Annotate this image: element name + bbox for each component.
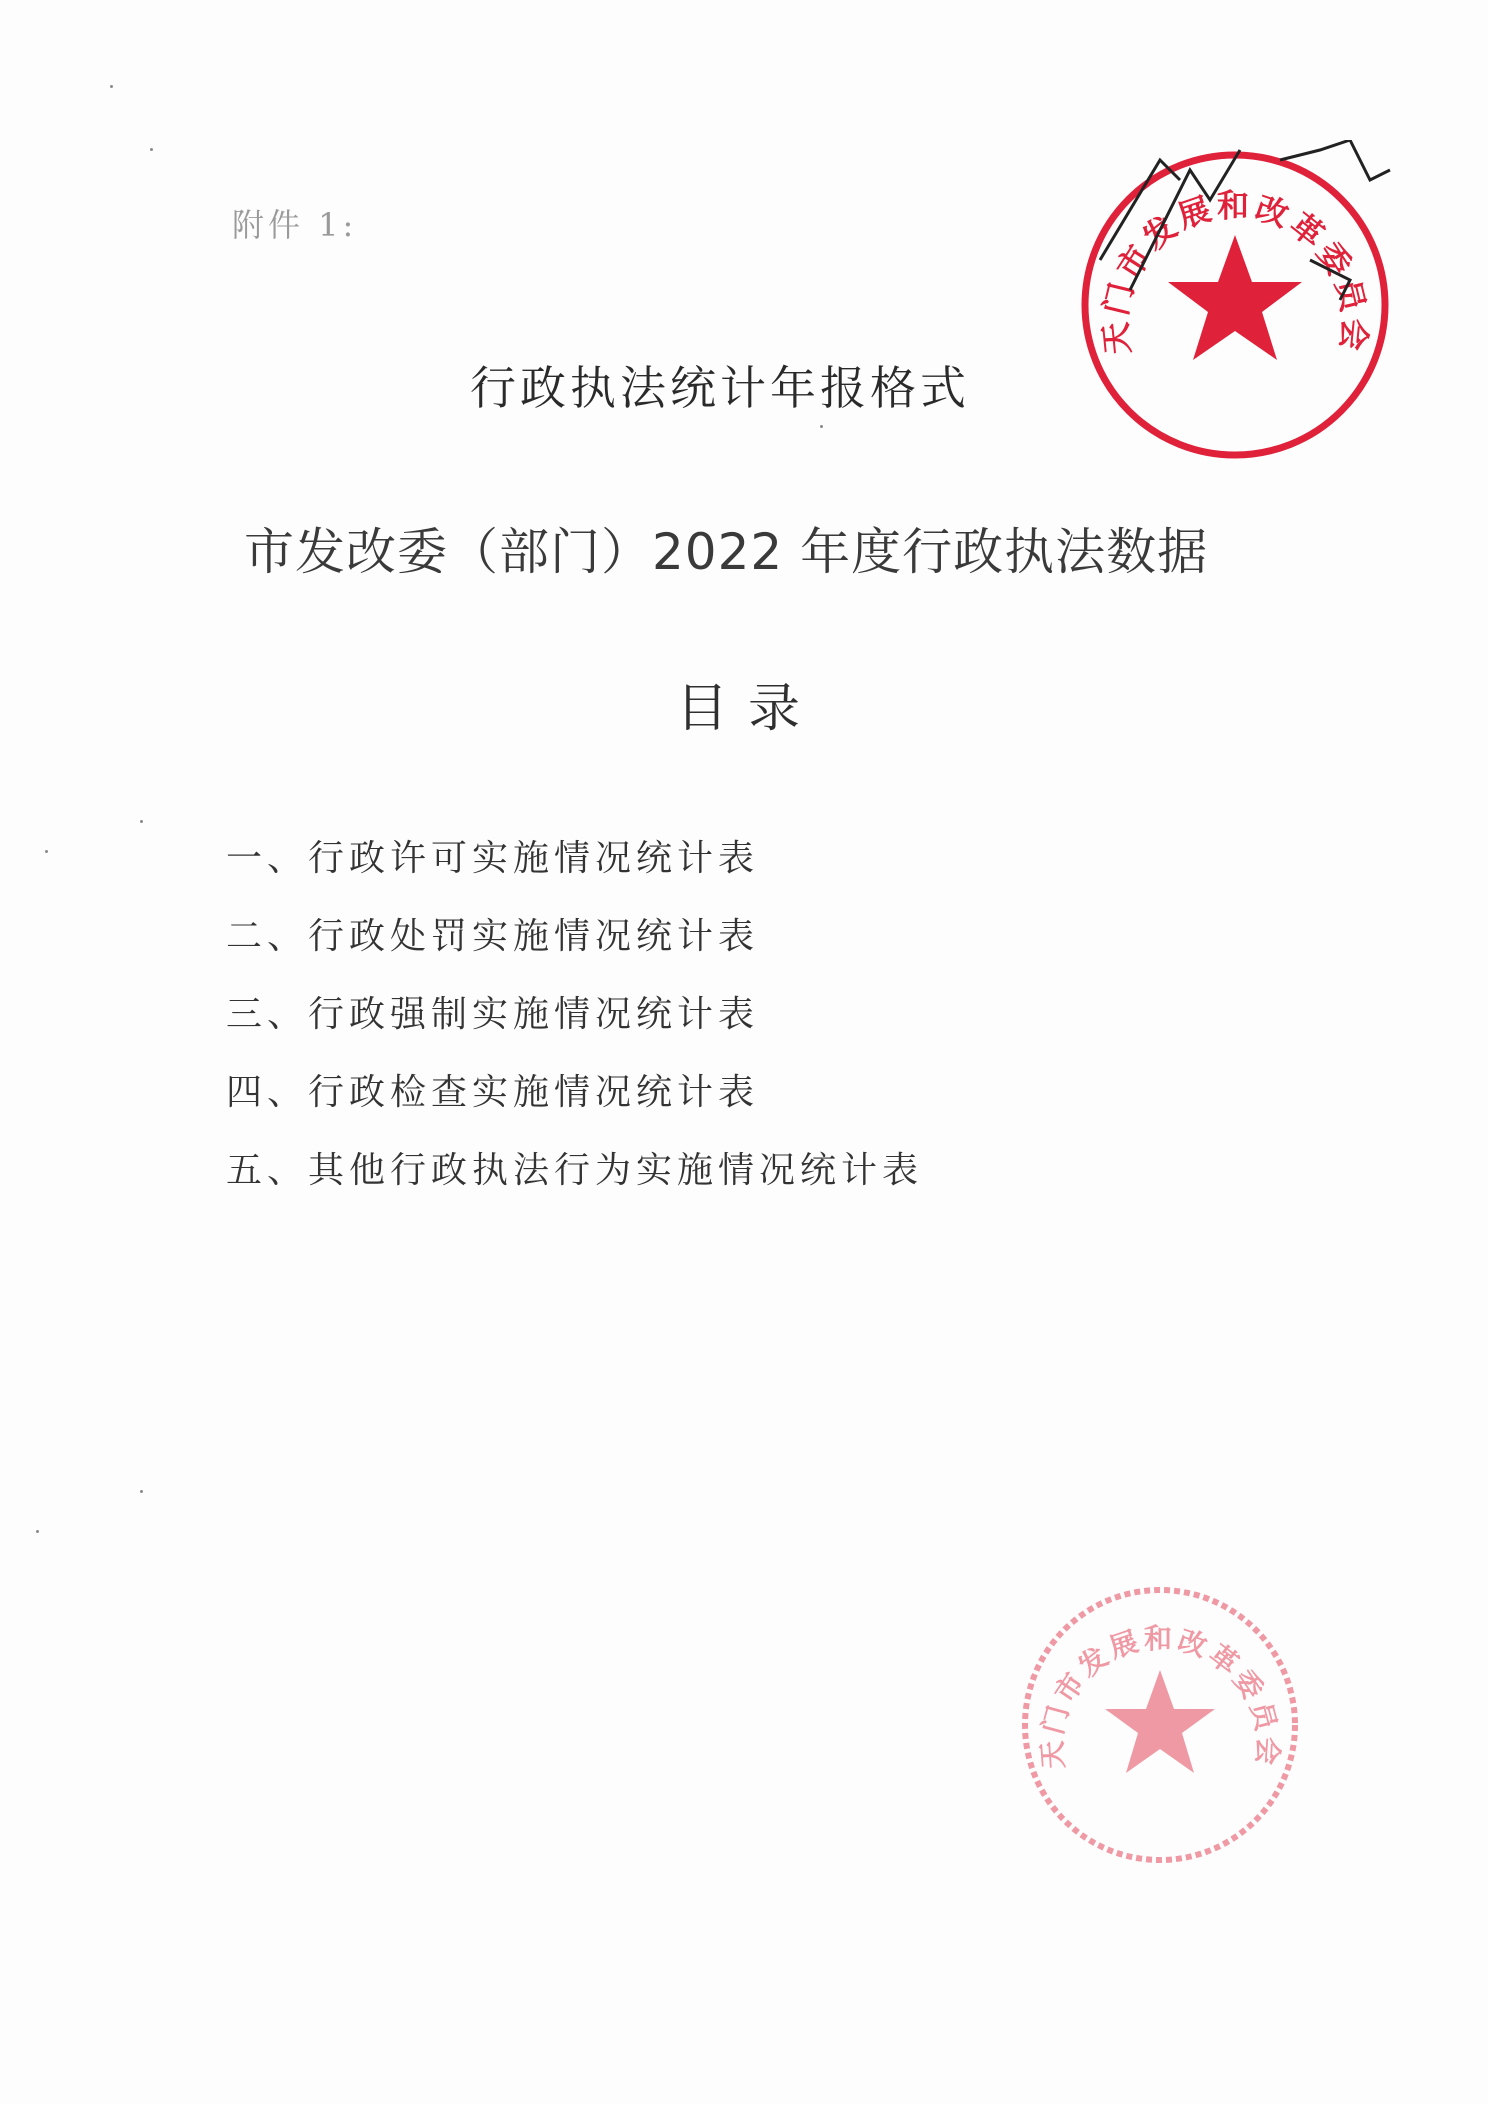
- scan-speck: [45, 850, 48, 853]
- toc-item-enforcement: 三、行政强制实施情况统计表: [226, 994, 760, 1035]
- seal-star-icon: [1168, 235, 1302, 360]
- toc-item-licensing: 一、行政许可实施情况统计表: [226, 838, 760, 879]
- scan-speck: [110, 85, 113, 88]
- scan-speck: [140, 820, 143, 823]
- toc-item-other: 五、其他行政执法行为实施情况统计表: [226, 1150, 924, 1191]
- main-title: 市发改委（部门）2022 年度行政执法数据: [244, 523, 1209, 581]
- attachment-label: 附件 1:: [232, 206, 358, 244]
- official-seal-top: [1070, 140, 1400, 470]
- toc-item-penalty: 二、行政处罚实施情况统计表: [226, 916, 760, 957]
- format-title: 行政执法统计年报格式: [470, 361, 970, 415]
- scan-speck: [140, 1490, 143, 1493]
- scan-speck: [820, 425, 823, 428]
- seal-bottom-text: 天门市发展和改革委员会: [1035, 1621, 1285, 1770]
- official-seal-bottom: [1010, 1575, 1310, 1875]
- scan-speck: [36, 1530, 39, 1533]
- seal-top-text: 天门市发展和改革委员会: [1095, 186, 1375, 357]
- table-of-contents: [226, 830, 923, 1220]
- seal-star-icon: [1105, 1670, 1215, 1773]
- toc-item-inspection: 四、行政检查实施情况统计表: [226, 1072, 760, 1113]
- scan-speck: [150, 148, 153, 151]
- toc-heading: 目录: [676, 679, 821, 739]
